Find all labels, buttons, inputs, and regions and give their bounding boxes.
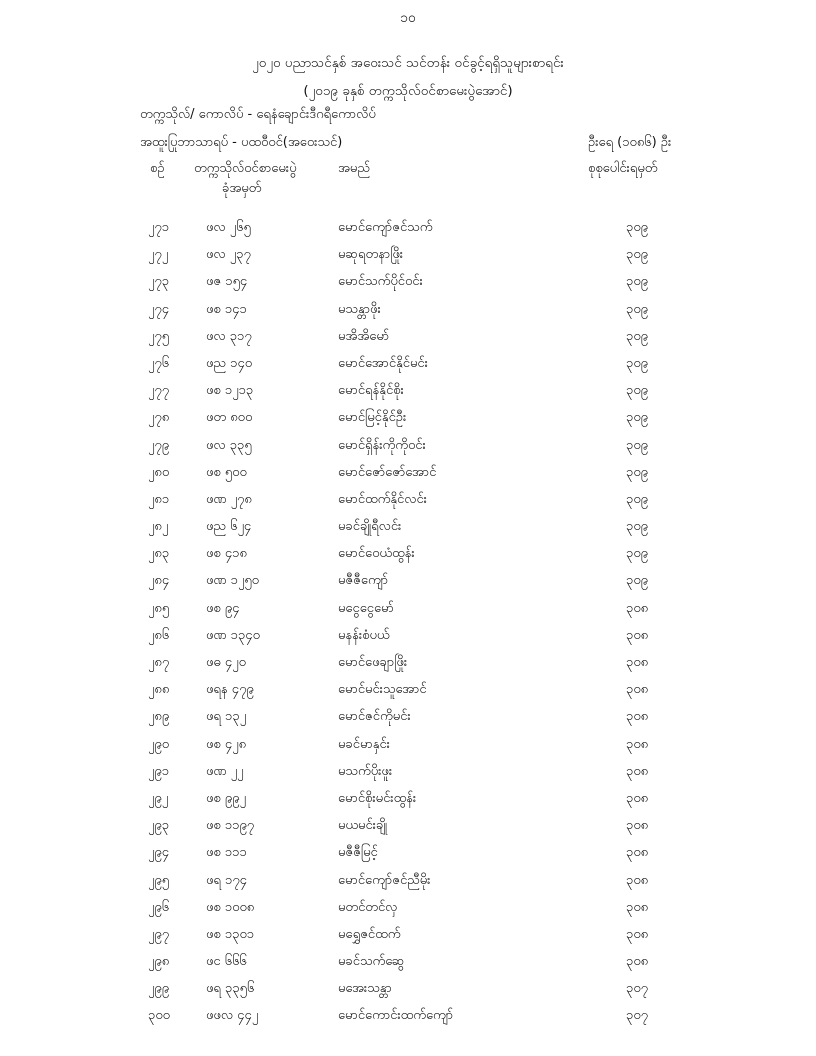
row-serial: ၂၈၉ [148,709,170,725]
row-name: မောင်ဇင်ကိုမင်း [338,709,411,725]
row-serial: ၂၈၀ [148,464,170,480]
row-roll-number: ဖရ ၁၇၄ [206,872,247,888]
row-roll-number: ဖစ ၁၁၁ [206,845,247,861]
row-total-marks: ၃၀၉ [626,573,648,589]
row-total-marks: ၃၀၈ [626,627,649,643]
row-name: မဇီဇီကျော် [338,573,389,589]
row-total-marks: ၃၀၉ [626,546,648,562]
total-count: ဦးရေ (၁၀၈၆) ဦး [588,135,672,150]
row-serial: ၂၇၁ [148,220,170,235]
row-roll-number: ဖဓ ၄၂၀ [206,655,246,670]
row-serial: ၂၉၄ [148,845,170,861]
row-total-marks: ၃၀၈ [626,872,649,888]
row-roll-number: ဖစ ၁၃၀၁ [206,926,255,942]
row-serial: ၂၇၈ [148,410,170,426]
row-serial: ၂၈၁ [148,491,170,507]
row-roll-number: ဖည ၆၂၄ [206,519,252,535]
row-name: မငွေငွေမော် [338,600,394,616]
row-serial: ၂၇၄ [148,301,170,317]
table-row [0,763,816,790]
row-serial: ၂၈၆ [148,627,170,643]
table-row [0,844,816,871]
row-total-marks: ၃၀၉ [626,274,648,290]
row-serial: ၂၉၉ [148,981,170,997]
row-total-marks: ၃၀၈ [626,954,649,970]
column-header-serial: စဉ် [150,161,165,176]
table-row [0,708,816,735]
column-header-total-marks: စုစုပေါင်းရမှတ် [588,161,658,176]
row-total-marks: ၃၀၈ [626,709,649,725]
row-serial: ၂၈၈ [148,682,170,698]
table-row [0,382,816,409]
row-serial: ၂၉၀ [148,736,170,752]
row-roll-number: ဖလ ၂၆၅ [206,220,251,235]
row-roll-number: ဖစ ၁၄၁ [206,301,247,317]
table-row [0,355,816,382]
document-title: ၂၀၂၀ ပညာသင်နှစ် အဝေးသင် သင်တန်း ဝင်ခွင့်ရရှိသူများစာရင်း [252,55,564,71]
row-serial: ၂၇၆ [148,355,170,371]
row-name: မခင်ချိုရီလင်း [338,519,402,535]
row-name: မောင်ဖေချာဖြိုး [338,655,408,670]
page-number: ၁၀ [400,10,416,26]
table-row [0,572,816,599]
row-total-marks: ၃၀၉ [626,437,648,453]
row-name: မသန္တာဖိုး [338,301,381,317]
row-total-marks: ၃၀၈ [626,600,649,616]
row-roll-number: ဖစ ၁၁၉၇ [206,818,255,834]
row-total-marks: ၃၀၉ [626,491,648,507]
row-name: မတင်တင်လှ [338,899,398,915]
row-name: မောင်မင်းသူအောင် [338,682,427,698]
table-row [0,409,816,436]
table-row [0,654,816,681]
table-row [0,790,816,817]
table-row [0,872,816,899]
results-table [0,219,816,1035]
row-name: မောင်ကျော်ဇင်ညီမိုး [338,872,431,888]
row-name: မခင်သက်ဆွေ [338,954,405,970]
row-serial: ၂၇၅ [148,328,170,344]
row-serial: ၂၉၈ [148,954,170,970]
table-row [0,926,816,953]
row-name: မောင်အောင်နိုင်မင်း [338,355,428,371]
row-roll-number: ဖလ ၃၃၅ [206,437,252,453]
row-serial: ၂၈၂ [148,519,169,535]
table-row [0,246,816,273]
row-total-marks: ၃၀၈ [626,655,649,670]
row-serial: ၂၈၅ [148,600,170,616]
table-row [0,219,816,246]
row-name: မောင်ဇော်ဇော်အောင် [338,464,437,480]
row-name: မခင်မာနှင်း [338,736,390,752]
row-total-marks: ၃၀၉ [626,220,648,235]
row-serial: ၂၇၃ [148,274,170,290]
table-row [0,464,816,491]
table-row [0,1007,816,1034]
row-total-marks: ၃၀၉ [626,383,648,399]
row-name: မောင်ကျော်ဇင်သက် [338,220,433,235]
row-serial: ၂၉၆ [148,899,170,915]
row-roll-number: ဖလ ၂၃၇ [206,247,251,263]
table-row [0,273,816,300]
row-roll-number: ဖတ ၈၀၀ [206,410,253,426]
row-roll-number: ဖလ ၃၁၇ [206,328,252,344]
column-header-roll: တက္ကသိုလ်ဝင်စာမေးပွဲ [194,161,297,176]
row-roll-number: ဖရ ၃၃၅၆ [206,981,255,997]
column-header-roll-line2: ခုံအမှတ် [222,181,262,196]
row-serial: ၂၈၇ [148,655,170,670]
row-roll-number: ဖည ၁၄၀ [206,355,253,371]
row-roll-number: ဖစ ၉၉၂ [206,790,246,806]
row-name: မယမင်းချို [338,818,388,834]
row-total-marks: ၃၀၉ [626,328,648,344]
row-name: မောင်ရှိန်းကိုကိုဝင်း [338,437,426,453]
row-total-marks: ၃၀၉ [626,464,648,480]
row-total-marks: ၃၀၉ [626,301,648,317]
university-college: တက္ကသိုလ်/ ကောလိပ် - ရေနံချောင်းဒီဂရီကောလိပ် [140,107,376,122]
row-name: မောင်ထက်နိုင်လင်း [338,491,427,507]
row-roll-number: ဖရန ၄၇၉ [206,682,254,698]
row-total-marks: ၃၀၈ [626,818,649,834]
table-row [0,980,816,1007]
row-serial: ၂၇၇ [148,383,170,399]
row-name: မောင်မြင့်နိုင်ဦး [338,410,407,426]
row-total-marks: ၃၀၉ [626,519,648,535]
row-serial: ၂၉၃ [148,818,170,834]
row-total-marks: ၃၀၈ [626,926,649,942]
table-row [0,491,816,518]
row-serial: ၂၉၂ [148,790,169,806]
table-row [0,301,816,328]
row-name: မောင်ဝေယံထွန်း [338,546,415,562]
document-subtitle: (၂၀၁၉ ခုနှစ် တက္ကသိုလ်ဝင်စာမေးပွဲအောင်) [303,83,513,99]
table-row [0,437,816,464]
row-roll-number: ဖင ၆၆၆ [206,954,247,970]
row-serial: ၃၀၀ [148,1008,170,1024]
row-name: မနန်းစံပယ် [338,627,390,643]
row-total-marks: ၃၀၈ [626,790,649,806]
row-total-marks: ၃၀၈ [626,763,649,779]
row-name: မောင်သက်ပိုင်ဝင်း [338,274,423,290]
row-roll-number: ဖစ ၄၁၈ [206,546,247,562]
table-row [0,681,816,708]
table-row [0,545,816,572]
row-roll-number: ဖစ ၅၀၀ [206,464,247,480]
table-row [0,736,816,763]
column-header-name: အမည် [338,161,370,176]
row-total-marks: ၃၀၈ [626,682,649,698]
row-roll-number: ဖဖလ ၄၄၂ [206,1008,259,1024]
row-name: မဆုရတနာဖြိုး [338,247,404,263]
row-total-marks: ၃၀၉ [626,410,648,426]
table-row [0,817,816,844]
row-roll-number: ဖဏ ၁၂၅၀ [206,573,259,589]
row-total-marks: ၃၀၇ [626,1008,648,1024]
row-total-marks: ၃၀၇ [626,981,648,997]
table-row [0,328,816,355]
table-row [0,627,816,654]
row-serial: ၂၇၂ [148,247,169,263]
row-serial: ၂၉၁ [148,763,170,779]
row-roll-number: ဖရ ၁၃၂ [206,709,247,725]
table-row [0,899,816,926]
row-serial: ၂၈၄ [148,573,170,589]
row-roll-number: ဖဏ ၂၂ [206,763,244,779]
row-roll-number: ဖစ ၁၂၁၃ [206,383,254,399]
row-roll-number: ဖစ ၉၄ [206,600,240,616]
row-total-marks: ၃၀၈ [626,736,649,752]
row-roll-number: ဖစ ၄၂၈ [206,736,246,752]
row-serial: ၂၈၃ [148,546,170,562]
row-total-marks: ၃၀၉ [626,355,648,371]
row-name: မအိအိမော် [338,328,390,344]
table-row [0,518,816,545]
table-row [0,953,816,980]
row-name: မောင်ကောင်းထက်ကျော် [338,1008,454,1024]
row-name: မသက်ပိုးဖူး [338,763,393,779]
row-roll-number: ဖစ ၁၀၀၈ [206,899,255,915]
table-row [0,600,816,627]
row-total-marks: ၃၀၈ [626,899,649,915]
row-serial: ၂၇၉ [148,437,170,453]
row-name: မရွှေဇင်ထက် [338,926,401,942]
row-roll-number: ဖဏ ၂၇၈ [206,491,252,507]
row-name: မဇီဇီမြင့် [338,845,378,861]
row-serial: ၂၉၅ [148,872,170,888]
row-name: မောင်စိုးမင်းထွန်း [338,790,417,806]
row-roll-number: ဖဇ ၁၅၄ [206,274,248,290]
row-name: မအေးသန္တာ [338,981,392,997]
row-total-marks: ၃၀၈ [626,845,649,861]
row-total-marks: ၃၀၉ [626,247,648,263]
row-serial: ၂၉၇ [148,926,170,942]
row-name: မောင်ရန်နိုင်စိုး [338,383,404,399]
row-roll-number: ဖဏ ၁၃၄၀ [206,627,260,643]
major-subject: အထူးပြုဘာသာရပ် - ပထဝီဝင်(အဝေးသင်) [140,135,343,150]
